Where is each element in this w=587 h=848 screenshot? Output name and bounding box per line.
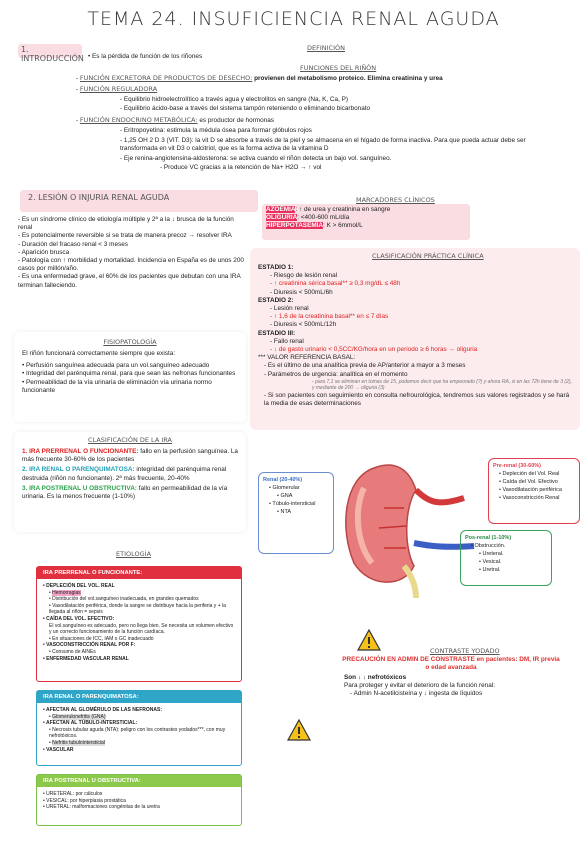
estadio-1-item: - Riesgo de lesión renal <box>270 272 338 280</box>
definicion-label: DEFINICIÓN <box>307 44 345 52</box>
endocrina-item-2: - 1,25 OH 2 D 3 (VIT. D3): la vit D se absorbe a través de la piel y se almacena en el hígado de forma inactiva. Para que pueda actuar debe ser transformada en vit D3 o calcitriol, que es la forma activa de la vitamina D <box>120 137 526 153</box>
section-intro-label: 1. INTRODUCCIÓN <box>18 44 82 58</box>
estadio-2-item: - ↑ 1,6 de la creatinina basal** en ≤ 7 días <box>270 313 389 321</box>
fisio-label: FISIOPATOLOGÍA <box>103 338 157 346</box>
etio-item: • VASOCONSTRICCIÓN RENAL POR F: <box>43 642 136 649</box>
etio-item: • Consumo de AINEs <box>49 648 96 655</box>
posrenal-item: • Ureteral. <box>479 551 504 557</box>
renal-box <box>258 472 334 554</box>
lesion-item: - Aparición brusca <box>18 248 70 256</box>
etio-item: • Vasodilatación periférica, donde la sangre se distribuye hacia la periferia y + la llegada al riñón = sepsis <box>49 602 226 616</box>
renal-item: • GNA <box>277 493 293 499</box>
etio-posrenal-box <box>36 774 242 826</box>
etio-renal-body <box>37 703 241 757</box>
etio-item: • Nefritis tubulointersticial <box>49 739 105 746</box>
marcadores-label: MARCADORES CLÍNICOS <box>356 196 435 204</box>
clasif-label: CLASIFICACIÓN DE LA IRA <box>88 436 172 444</box>
lesion-item: - Es un síndrome clínico de etiología múltiple y 2ª a la ↓ brusca de la función renal <box>18 216 234 232</box>
posrenal-box <box>460 530 552 586</box>
etio-item: • Necrosis tubular aguda (NTA): peligro con los contrastes yodados***, con muy nefrotóxicos. <box>49 726 226 740</box>
estadio-1-item: - Diuresis < 500mL/6h <box>270 288 333 296</box>
etio-item: • En situaciones de ICC, IAM o GC inadecuado <box>49 635 154 642</box>
etio-prerenal-box <box>36 566 242 682</box>
warning-icon <box>356 628 382 652</box>
prerenal-item: • Caída del Vol. Efectivo <box>499 479 558 485</box>
endocrina-item-3: - Eje renina-angiotensina-aldosterona: se activa cuando el riñón detecta un bajo vol. sanguíneo. <box>120 155 392 162</box>
estadio-2-item: - Lesión renal <box>270 305 309 313</box>
etio-prerenal-header: IRA PRERRENAL O FUNCIONANTE: <box>37 567 241 579</box>
renal-item: • Glomerular <box>269 485 300 491</box>
etio-item: • CAÍDA DEL VOL. EFECTIVO: <box>43 615 115 622</box>
contraste-warning: PRECAUCIÓN EN ADMIN DE CONSTRASTE en pacientes: DM, IR previa o edad avanzada <box>342 656 560 672</box>
estadio-1: ESTADIO 1: <box>258 264 294 271</box>
marcadores-box <box>262 204 470 240</box>
excretora-line: - FUNCIÓN EXCRETORA DE PRODUCTOS DE DESECHO: provienen del metabolismo proteico. Elimina creatinina y urea <box>76 74 443 82</box>
lesion-list <box>18 216 246 290</box>
lesion-item: - Duración del fracaso renal < 3 meses <box>18 240 128 248</box>
renal-item: • NTA <box>277 509 292 515</box>
reguladora-item-2: - Equilibrio ácido-base a través del sistema tampón reteniendo o eliminando bicarbonato <box>120 105 371 112</box>
etio-item: • Glomerulonefritis (GNA) <box>49 713 106 720</box>
clinica-body <box>258 264 574 408</box>
etiologia-label: ETIOLOGÍA <box>116 550 152 558</box>
posrenal-item: • Uretral. <box>479 567 501 573</box>
vr-item: - Si son pacientes con seguimiento en consulta nefrourológica, tendremos sus valores registrados y se hará la media de esas determinaciones <box>264 391 570 408</box>
contraste-body <box>344 674 564 699</box>
contraste-label: CONTRASTE YODADO <box>430 647 500 655</box>
etio-item: • Distribución del vol.sanguíneo inadecuada, en grandes quemados <box>49 596 199 603</box>
etio-item: • Hemorragias <box>49 589 81 596</box>
etio-item: • URETERAL: por cálculos <box>43 791 103 797</box>
posrenal-item: • Obstrucción. <box>471 543 506 549</box>
estadio-3-item: - Fallo renal <box>270 337 304 345</box>
lesion-item: - Es una enfermedad grave, el 60% de los pacientes que debutan con una IRA terminan falleciendo. <box>18 273 241 289</box>
valor-referencia: *** VALOR REFERENCIA BASAL: <box>258 354 356 362</box>
etio-item: • AFECTAN AL GLOMÉRULO DE LAS NEFRONAS: <box>43 707 162 713</box>
prerenal-item: • Vasoconstricción Renal <box>499 495 560 501</box>
marcador-item: HIPERPOTASEMIA: K > 6mmol/L <box>266 222 363 230</box>
clasif-item: 3. IRA POSTRENAL U OBSTRUCTIVA: fallo en permeabilidad de la vía urinaria. Es la menos frecuente (1-10%) <box>22 484 228 501</box>
etio-item: • URETRAL: malformaciones congénitas de la uretra <box>43 804 160 811</box>
prerenal-item: • Depleción del Vol. Real <box>499 471 560 477</box>
estadio-2: ESTADIO 2: <box>258 296 294 304</box>
reguladora-label: - FUNCIÓN REGULADORA <box>76 85 158 93</box>
etio-item: • DEPLECIÓN DEL VOL. REAL <box>43 583 115 589</box>
section-lesion-label: 2. LESIÓN O INJURIA RENAL AGUDA <box>20 190 258 212</box>
contraste-line: Son ↓ ↓ nefrotóxicos <box>344 674 407 681</box>
etio-prerenal-body <box>37 579 241 666</box>
funciones-label: FUNCIONES DEL RIÑÓN <box>300 64 377 72</box>
clasif-item: 1. IRA PRERRENAL O FUNCIONANTE: fallo en la perfusión sanguínea. La más frecuente 30-60% de los pacientes <box>22 448 238 464</box>
endocrina-item-4: - Produce VC gracias a la retención de Na+ H2O → ↑ vol <box>160 164 322 171</box>
fisio-item: • Integridad del parénquima renal, para que sean las nefronas funcionantes <box>22 370 236 378</box>
estadio-3: ESTADIO III: <box>258 329 296 337</box>
contraste-line: - Admin N-acetilcisteína y ↓ ingesta de líquidos <box>350 690 483 698</box>
renal-item: • Túbulo-intersticial <box>269 501 316 507</box>
posrenal-item: • Vesical. <box>479 559 502 565</box>
estadio-2-item: - Diuresis < 500mL/12h <box>270 321 337 329</box>
fisio-card <box>14 332 246 422</box>
posrenal-title: Pos-renal (1-10%) <box>465 535 512 541</box>
lesion-item: - Es potencialmente reversible si se trata de manera precoz → resolver IRA <box>18 232 232 240</box>
etio-renal-box <box>36 690 242 766</box>
etio-posrenal-header: IRA POSTRENAL U OBSTRUCTIVA: <box>37 775 241 787</box>
etio-item: El vol.sanguíneo es adecuado, pero no llega bien. Se necesita un volumen efectivo y un correcto funcionamiento de la función cardíaca. <box>49 622 234 636</box>
renal-title: Renal (20-40%) <box>263 477 303 483</box>
contraste-line: Para proteger y evitar el deterioro de la función renal: <box>344 682 495 690</box>
definicion-text: • Es la pérdida de función de los riñones <box>88 53 203 60</box>
estadio-1-item: - ↑ creatinina sérica basal** ≥ 0,3 mg/dL ≤ 48h <box>270 280 401 288</box>
marcador-item: OLIGURIA: <400-600 mL/día <box>266 214 350 222</box>
estadio-3-item: - ↓ de gasto urinario < 0,5CC/KG/hora en un periodo ≥ 6 horas → oliguria <box>270 346 478 354</box>
etio-item: • AFECTAN AL TÚBULO-INTERSTICIAL: <box>43 720 138 727</box>
clasif-card <box>14 432 246 532</box>
prerenal-title: Pre-renal (30-60%) <box>493 463 541 469</box>
etio-item: • VASCULAR <box>43 746 74 753</box>
etio-item: • VESICAL: por hiperplasia prostática <box>43 797 126 804</box>
endocrina-line: - FUNCIÓN ENDOCRINO METABÓLICA: es productor de hormonas <box>76 116 274 124</box>
page-title: TEMA 24. INSUFICIENCIA RENAL AGUDA <box>87 8 500 30</box>
prerenal-item: • Vasodilatación periférica <box>499 487 562 493</box>
etio-posrenal-body <box>37 787 241 815</box>
clinica-label: CLASIFICACIÓN PRÁCTICA CLÍNICA <box>372 252 484 260</box>
reguladora-item-1: - Equilibrio hidroelectrolítico a través agua y electrolitos en sangre (Na, K, Ca, P) <box>120 96 349 103</box>
etio-item: • ENFERMEDAD VASCULAR RENAL <box>43 655 129 662</box>
endocrina-item-1: - Eritropoyetina: estimula la médula ósea para formar glóbulos rojos <box>120 127 312 134</box>
prerenal-box <box>488 458 580 524</box>
fisio-item: • Permeabilidad de la vía urinaria de eliminación vía urinaria normo funcionante <box>22 378 212 394</box>
fisio-item: • Perfusión sanguínea adecuada para un vol.sanguíneo adecuado <box>22 362 210 370</box>
marcador-item: AZOEMIA: ↑ de urea y creatinina en sangre <box>266 206 391 213</box>
fisio-intro: El riñón funcionará correctamente siempre que exista: <box>22 350 176 357</box>
vr-item: - Es el último de una analítica previa de AP/anterior a mayor a 3 meses <box>264 362 466 370</box>
clasif-item: 2. IRA RENAL O PARENQUIMATOSA: integridad del parénquima renal destruida (riñón no funcionante). 2ª más frecuente, 20-40% <box>22 466 227 482</box>
warning-icon <box>286 718 312 742</box>
etio-renal-header: IRA RENAL O PARENQUIMATOSA: <box>37 691 241 703</box>
lesion-item: - Patología con ↑ morbilidad y mortalidad. Incidencia en España es de unos 200 casos por millón/año. <box>18 257 244 273</box>
vr-note: - para 7,1 se eliminan en tomas de 15, podemos decir que ha empeorado (?) y ahora RA, si en las 72h tiene de 3 (2), y mediante de 200 → oliguria (3) <box>312 378 572 392</box>
vr-item: - Parámetros de urgencia: analítica en el momento <box>264 370 408 378</box>
